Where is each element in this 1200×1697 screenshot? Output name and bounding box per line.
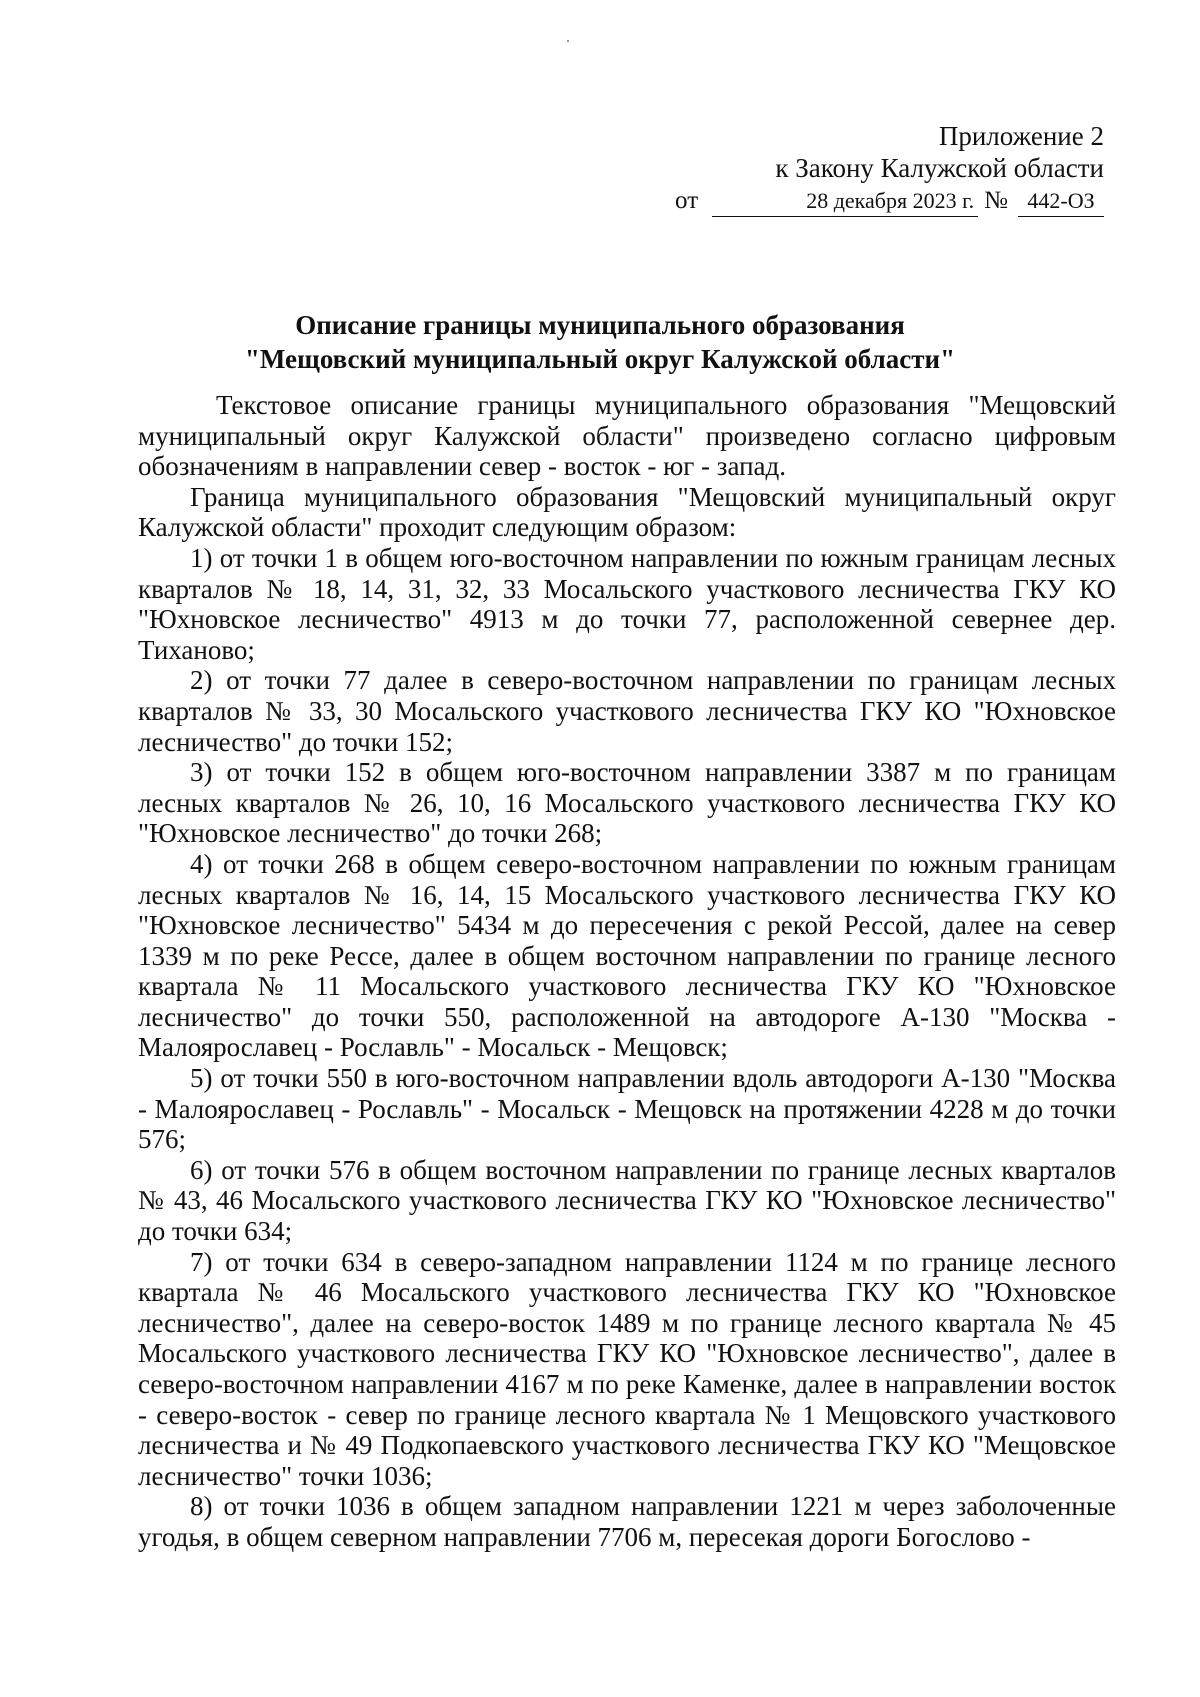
paragraph-item-3: 3) от точки 152 в общем юго-восточном направлении 3387 м по границам лесных кварталов № 26, 10, 16 Мосальского участкового лесничества ГКУ КО "Юхновское лесничество" до точки 268; [138,757,1116,849]
document-body [138,390,1116,1553]
annex-from-label: от [675,187,699,214]
annex-number: 442-ОЗ [1018,186,1104,217]
document-title-line-2: "Мещовский муниципальный округ Калужской области" [244,344,956,374]
paragraph-item-6: 6) от точки 576 в общем восточном направлении по границе лесных кварталов № 43, 46 Мосальского участкового лесничества ГКУ КО "Юхновское лесничество" до точки 634; [138,1154,1116,1247]
paragraph-item-7: 7) от точки 634 в северо-западном направлении 1124 м по границе лесного квартала № 46 Мосальского участкового лесничества ГКУ КО "Юхновское лесничество", далее на северо-восток 1489 м по границе лесного квартала № 45 Мосальского участкового лесничества ГКУ КО "Юхновское лесничество", далее в северо-восточном направлении 4167 м по реке Каменке, далее в направлении восток - северо-восток - север по границе лесного квартала № 1 Мещовского участкового лесничества и № 49 Подкопаевского участкового лесничества ГКУ КО "Мещовское лесничество" точки 1036; [138,1246,1116,1491]
annex-date: 28 декабря 2023 г. [712,186,978,217]
paragraph-item-1: 1) от точки 1 в общем юго-восточном направлении по южным границам лесных кварталов № 18, 14, 31, 32, 33 Мосальского участкового лесничества ГКУ КО "Юхновское лесничество" 4913 м до точки 77, расположенной севернее дер. Тиханово; [138,542,1116,665]
paragraph-item-8: 8) от точки 1036 в общем западном направлении 1221 м через заболоченные угодья, в общем северном направлении 7706 м, пересекая дороги Богослово - [138,1491,1116,1552]
annex-date-row [675,186,1104,217]
annex-law-reference: к Закону Калужской области [775,153,1104,183]
paragraph-item-2: 2) от точки 77 далее в северо-восточном направлении по границам лесных кварталов № 33, 30 Мосальского участкового лесничества ГКУ КО "Юхновское лесничество" до точки 152; [138,665,1116,757]
annex-number-sign: № [984,187,1008,214]
document-title [100,308,1100,376]
scan-dot [567,40,569,42]
paragraph-intro: Текстовое описание границы муниципального образования "Мещовский муниципальный округ Калужской области" произведено согласно цифровым обозначениям в направлении север - восток - юг - запад. [138,390,1116,482]
annex-title: Приложение 2 [938,121,1104,151]
document-title-line-1: Описание границы муниципального образования [295,310,905,340]
paragraph-item-4: 4) от точки 268 в общем северо-восточном направлении по южным границам лесных кварталов № 16, 14, 15 Мосальского участкового лесничества ГКУ КО "Юхновское лесничество" 5434 м до пересечения с рекой Рессой, далее на север 1339 м по реке Рессе, далее в общем восточном направлении по границе лесного квартала № 11 Мосальского участкового лесничества ГКУ КО "Юхновское лесничество" до точки 550, расположенной на автодороге А-130 "Москва - Малоярославец - Рославль" - Мосальск - Мещовск; [138,848,1116,1063]
annex-header [675,120,1104,217]
paragraph-item-5: 5) от точки 550 в юго-восточном направлении вдоль автодороги А-130 "Москва - Малоярославец - Рославль" - Мосальск - Мещовск на протяжении 4228 м до точки 576; [138,1063,1116,1155]
paragraph-boundary-intro: Граница муниципального образования "Мещовский муниципальный округ Калужской области" проходит следующим образом: [138,481,1116,543]
